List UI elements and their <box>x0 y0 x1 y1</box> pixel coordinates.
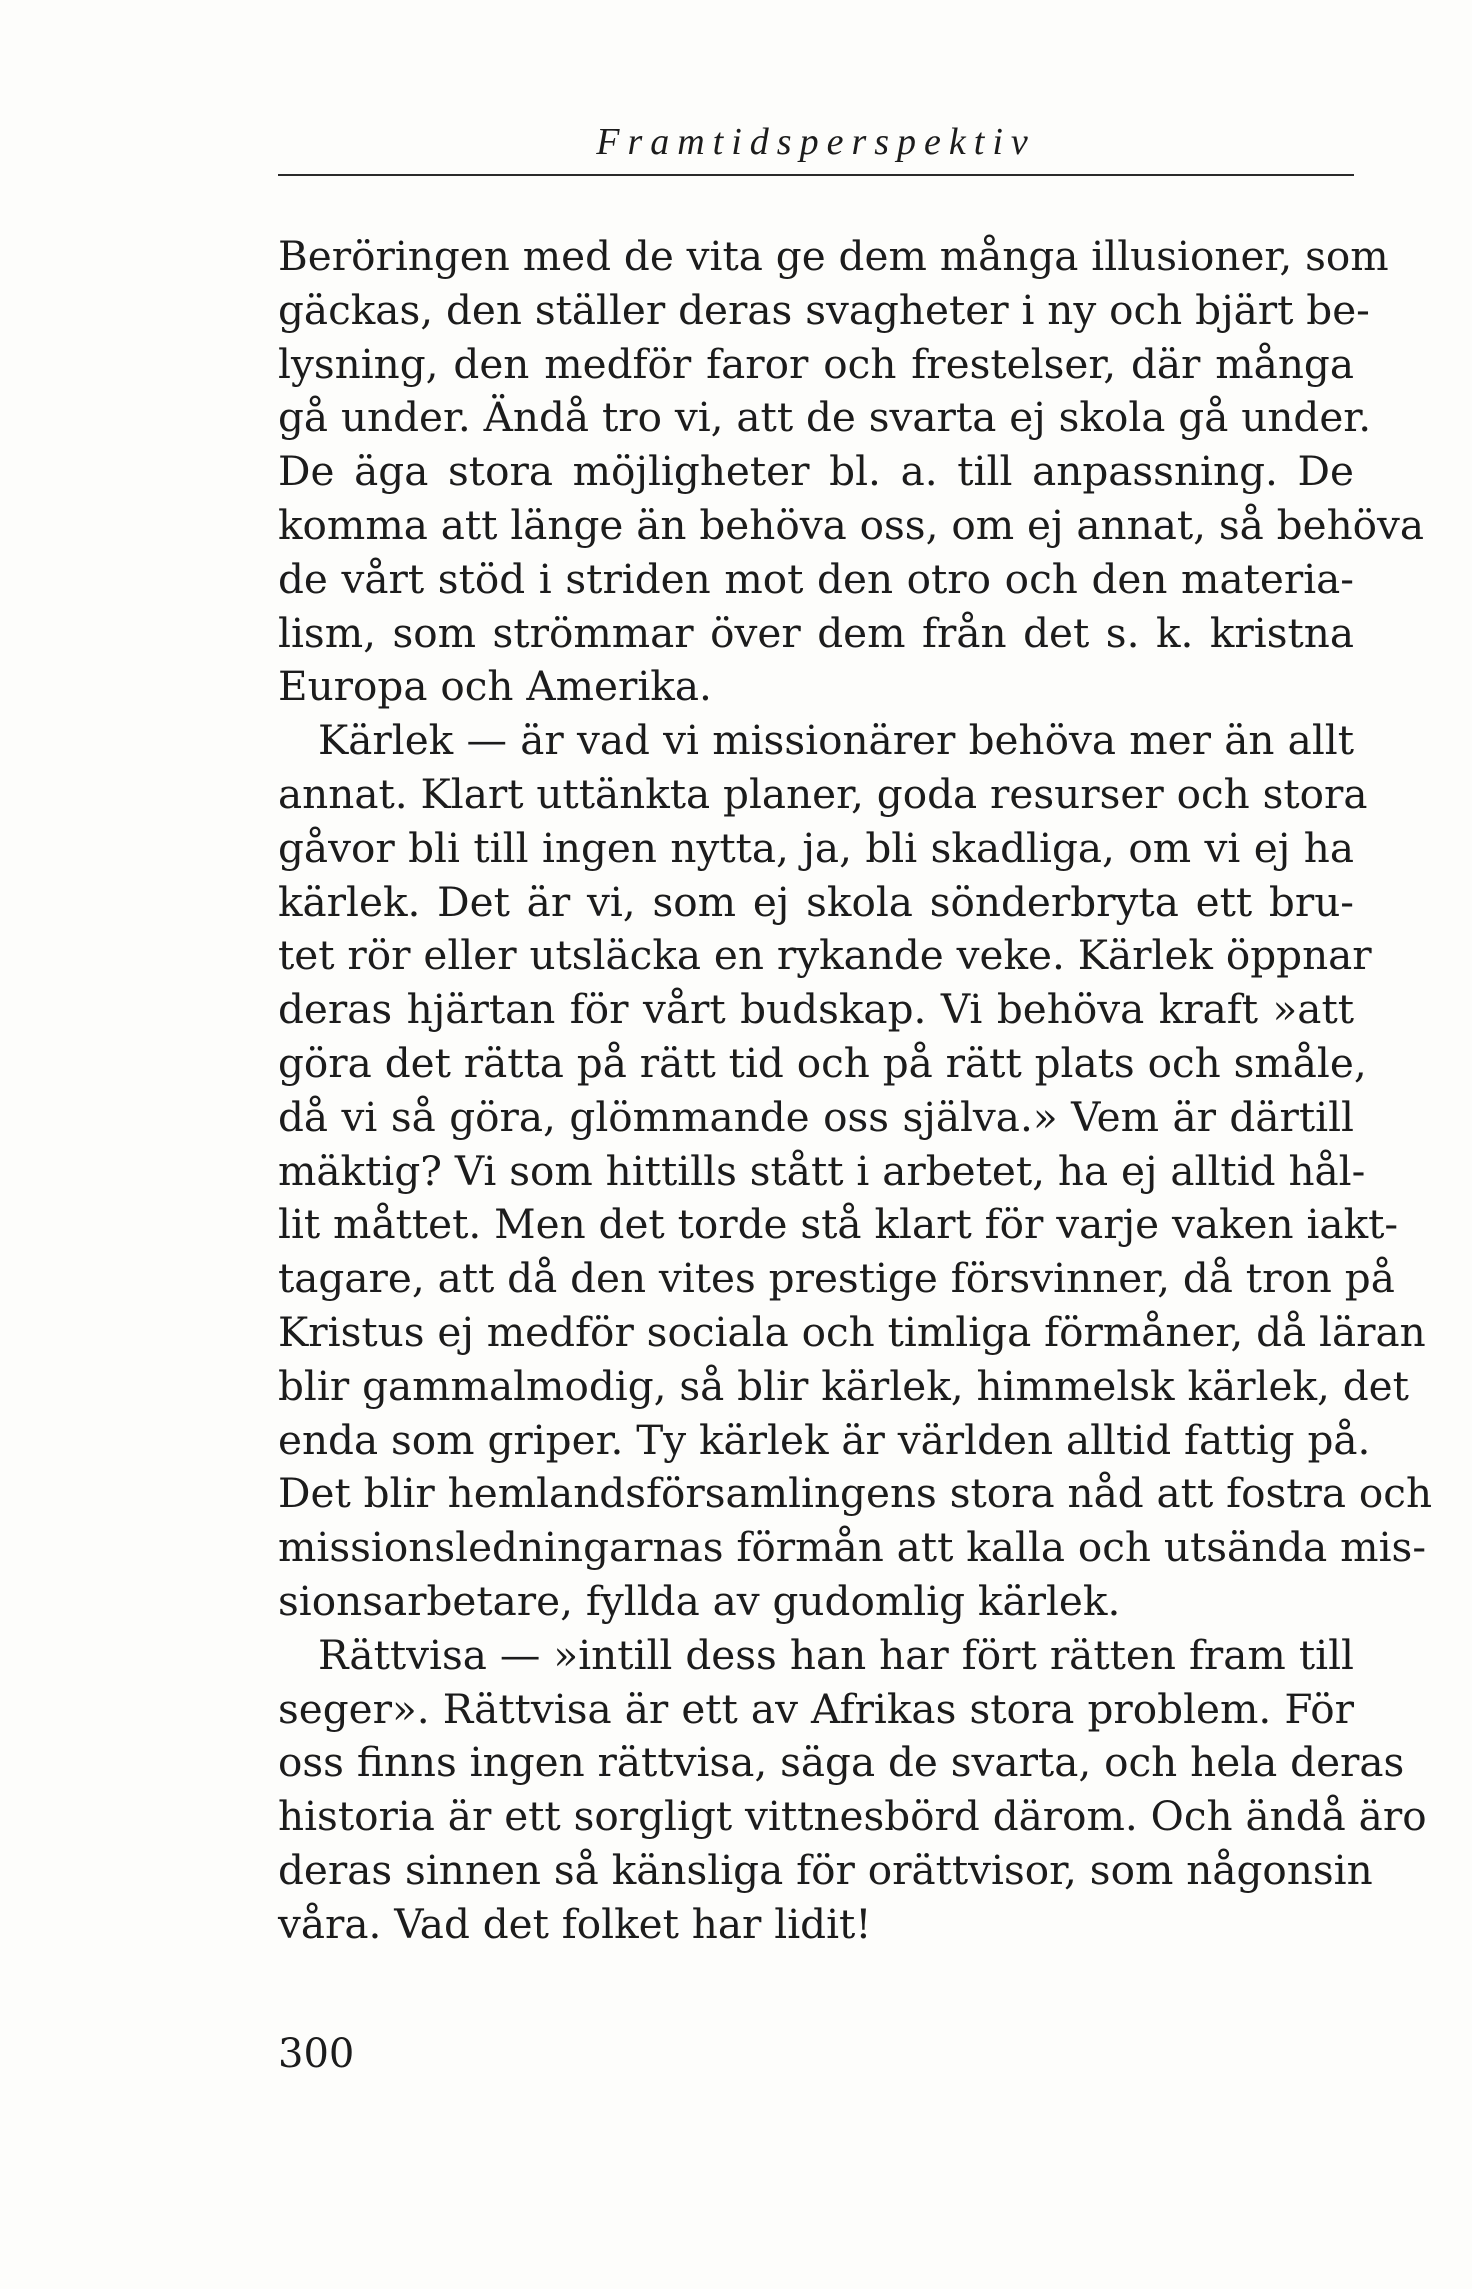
text-line: historia är ett sorgligt vittnesbörd därom. Och ändå äro <box>278 1792 1427 1841</box>
text-line: Kärlek — är vad vi missionärer behöva mer än allt <box>318 716 1354 765</box>
text-line: seger». Rättvisa är ett av Afrikas stora problem. För <box>278 1684 1354 1733</box>
text-line: gäckas, den ställer deras svagheter i ny och bjärt be- <box>278 285 1370 334</box>
text-line: gåvor bli till ingen nytta, ja, bli skadliga, om vi ej ha <box>278 823 1354 872</box>
text-line: gå under. Ändå tro vi, att de svarta ej skola gå under. <box>278 393 1372 442</box>
text-line: kärlek. Det är vi, som ej skola sönderbryta ett bru- <box>278 877 1354 926</box>
text-line: mäktig? Vi som hittills stått i arbetet, ha ej alltid hål- <box>278 1146 1366 1195</box>
page-number: 300 <box>278 2031 355 2077</box>
text-line: oss finns ingen rättvisa, säga de svarta, och hela deras <box>278 1738 1405 1787</box>
text-line: deras sinnen så känsliga för orättvisor, som någonsin <box>278 1845 1373 1894</box>
text-line: Kristus ej medför sociala och timliga förmåner, då läran <box>278 1307 1426 1356</box>
text-line: missionsledningarnas förmån att kalla och utsända mis- <box>278 1523 1427 1572</box>
text-line: göra det rätta på rätt tid och på rätt plats och småle, <box>278 1038 1367 1087</box>
text-line: komma att länge än behöva oss, om ej annat, så behöva <box>278 500 1425 549</box>
running-title: Framtidsperspektiv <box>596 121 1036 163</box>
text-line: de vårt stöd i striden mot den otro och den materia- <box>278 554 1354 603</box>
text-line: våra. Vad det folket har lidit! <box>278 1899 872 1948</box>
text-line: annat. Klart uttänkta planer, goda resurser och stora <box>278 769 1368 818</box>
text-line: tagare, att då den vites prestige försvinner, då tron på <box>278 1254 1395 1303</box>
body-text <box>278 230 1433 1952</box>
text-line: Beröringen med de vita ge dem många illusioner, som <box>278 232 1389 280</box>
text-line: sionsarbetare, fyllda av gudomlig kärlek. <box>278 1576 1121 1625</box>
running-head <box>278 118 1354 178</box>
text-line: Rättvisa — »intill dess han har fört rätten fram till <box>318 1630 1354 1679</box>
text-line: deras hjärtan för vårt budskap. Vi behöva kraft »att <box>278 985 1354 1034</box>
text-line: tet rör eller utsläcka en rykande veke. Kärlek öppnar <box>278 931 1372 980</box>
text-line: De äga stora möjligheter bl. a. till anpassning. De <box>278 447 1354 496</box>
text-line: Europa och Amerika. <box>278 662 712 711</box>
text-line: då vi så göra, glömmande oss själva.» Vem är därtill <box>278 1092 1354 1141</box>
text-line: blir gammalmodig, så blir kärlek, himmelsk kärlek, det <box>278 1361 1409 1410</box>
text-line: lism, som strömmar över dem från det s. k. kristna <box>278 608 1354 657</box>
text-line: lysning, den medför faror och frestelser, där många <box>278 339 1354 388</box>
text-line: lit måttet. Men det torde stå klart för varje vaken iakt- <box>278 1200 1399 1249</box>
header-rule <box>278 174 1354 176</box>
text-line: Det blir hemlandsförsamlingens stora nåd att fostra och <box>278 1469 1433 1518</box>
text-line: enda som griper. Ty kärlek är världen alltid fattig på. <box>278 1415 1371 1464</box>
